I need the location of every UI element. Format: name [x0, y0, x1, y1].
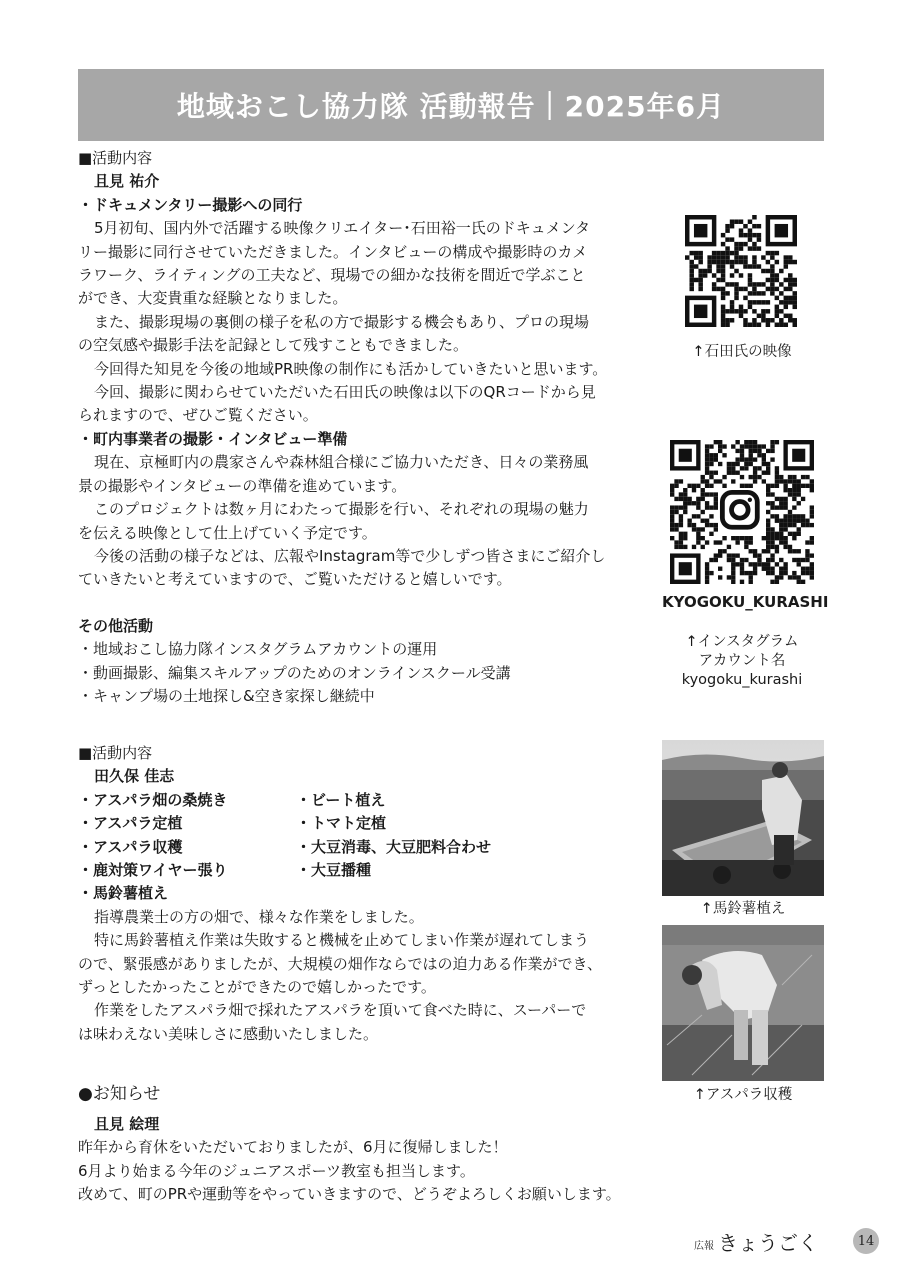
- text-line: の空気感や撮影手法を記録として残すこともできました。: [78, 336, 469, 355]
- work-item: ・大豆播種: [296, 861, 372, 880]
- work-item: ・トマト定植: [296, 814, 387, 833]
- text-line: ・動画撮影、編集スキルアップのためのオンラインスクール受講: [78, 663, 511, 682]
- text-line: を伝える映像として仕上げていく予定です。: [78, 523, 377, 542]
- text-line: 改めて、町のPRや運動等をやっていきますので、どうぞよろしくお願いします。: [78, 1185, 621, 1204]
- qr-code-video[interactable]: [685, 215, 797, 327]
- section-notice: [78, 1081, 698, 1207]
- work-list-row: [78, 812, 658, 835]
- text-line: 今回得た知見を今後の地域PR映像の制作にも活かしていきたいと思います。: [94, 359, 608, 378]
- text-line: 今後の活動の様子などは、広報やInstagram等で少しずつ皆さまにご紹介し: [94, 546, 606, 565]
- text-line: ラワーク、ライティングの工夫など、現場での細かな技術を間近で学ぶこと: [78, 266, 586, 285]
- text-line: ので、緊張感がありましたが、大規模の畑作ならではの迫力ある作業ができ、: [78, 954, 602, 973]
- work-list-row: [78, 836, 658, 859]
- photo-caption: ↑アスパラ収穫: [693, 1087, 793, 1103]
- page-title: 地域おこし協力隊 活動報告｜2025年6月: [176, 90, 726, 123]
- footer-logo: [694, 1227, 818, 1256]
- topic-body: [78, 451, 658, 591]
- footer-label: 広報: [694, 1241, 714, 1252]
- qr-caption: ↑石田氏の映像: [692, 344, 792, 360]
- topic-title: ・町内事業者の撮影・インタビュー準備: [78, 429, 348, 448]
- page-title-banner: [78, 69, 824, 141]
- section-heading: ■活動内容: [78, 149, 153, 167]
- qr-code-instagram[interactable]: [670, 440, 814, 584]
- section-activity-1: [78, 147, 658, 708]
- text-line: ていきたいと考えていますので、ご覧いただけると嬉しいです。: [78, 570, 512, 589]
- text-line: ができ、大変貴重な経験となりました。: [78, 289, 348, 308]
- text-line: ・地域おこし協力隊インスタグラムアカウントの運用: [78, 640, 438, 659]
- text-line: ・キャンプ場の土地探し&空き家探し継続中: [78, 686, 375, 705]
- instagram-account-label: KYOGOKU_KURASHI: [662, 593, 829, 611]
- author-name: 且見 祐介: [94, 172, 160, 191]
- caption-line: ↑インスタグラム: [685, 634, 799, 650]
- text-line: 5月初旬、国内外で活躍する映像クリエイター･石田裕一氏のドキュメンタ: [94, 219, 591, 238]
- author-name: 且見 絵理: [94, 1115, 160, 1133]
- work-item: ・アスパラ収穫: [78, 837, 183, 856]
- author-name: 田久保 佳志: [94, 767, 175, 786]
- work-item: ・ビート植え: [296, 790, 386, 809]
- other-activities-list: [78, 638, 658, 708]
- work-list-row: [78, 789, 658, 812]
- text-line: リー撮影に同行させていただきました。インタビューの構成や撮影時のカメ: [78, 242, 588, 261]
- text-line: は味わえない美味しさに感動いたしました。: [78, 1024, 379, 1043]
- work-item: ・アスパラ定植: [78, 814, 183, 833]
- text-line: 景の撮影やインタビューの準備を進めています。: [78, 476, 407, 495]
- text-line: 6月より始まる今年のジュニアスポーツ教室も担当します。: [78, 1161, 475, 1180]
- caption-line: kyogoku_kurashi: [681, 672, 803, 688]
- text-line: また、撮影現場の裏側の様子を私の方で撮影する機会もあり、プロの現場: [94, 312, 590, 331]
- logo-text: きょうごく: [718, 1231, 818, 1255]
- caption-line: アカウント名: [698, 653, 786, 669]
- topic-body: [78, 217, 658, 428]
- text-line: このプロジェクトは数ヶ月にわたって撮影を行い、それぞれの現場の魅力: [94, 500, 589, 519]
- work-item: ・アスパラ畑の桑焼き: [78, 790, 228, 809]
- section-activity-2: [78, 742, 658, 1046]
- other-activities-title: その他活動: [78, 616, 154, 635]
- photo-asparagus-harvest: [662, 925, 824, 1081]
- photo-potato-planting: [662, 740, 824, 896]
- text-line: 作業をしたアスパラ畑で採れたアスパラを頂いて食べた時に、スーパーで: [94, 1001, 587, 1020]
- text-line: 現在、京極町内の農家さんや森林組合様にご協力いただき、日々の業務風: [94, 453, 589, 472]
- text-line: 昨年から育休をいただいておりましたが、6月に復帰しました！: [78, 1138, 508, 1157]
- section-body: [78, 906, 658, 1046]
- work-list-row: [78, 882, 658, 905]
- work-item: ・鹿対策ワイヤー張り: [78, 861, 228, 880]
- text-line: られますので、ぜひご覧ください。: [78, 406, 318, 425]
- notice-heading: ●お知らせ: [78, 1084, 161, 1104]
- section-heading: ■活動内容: [78, 744, 153, 762]
- text-line: 今回、撮影に関わらせていただいた石田氏の映像は以下のQRコードから見: [94, 383, 596, 402]
- page-number: 14: [853, 1228, 879, 1254]
- photo-caption: ↑馬鈴薯植え: [700, 901, 786, 917]
- work-list-row: [78, 859, 658, 882]
- topic-title: ・ドキュメンタリー撮影への同行: [78, 195, 303, 214]
- work-item: ・馬鈴薯植え: [78, 884, 169, 903]
- work-item: ・大豆消毒、大豆肥料合わせ: [296, 837, 492, 856]
- notice-body: [78, 1136, 698, 1206]
- instagram-caption: [662, 633, 822, 690]
- text-line: 指導農業士の方の畑で、様々な作業をしました。: [94, 907, 424, 926]
- text-line: ずっとしたかったことができたので嬉しかったです。: [78, 978, 436, 997]
- text-line: 特に馬鈴薯植え作業は失敗すると機械を止めてしまい作業が遅れてしまう: [94, 931, 590, 950]
- work-list: [78, 789, 658, 906]
